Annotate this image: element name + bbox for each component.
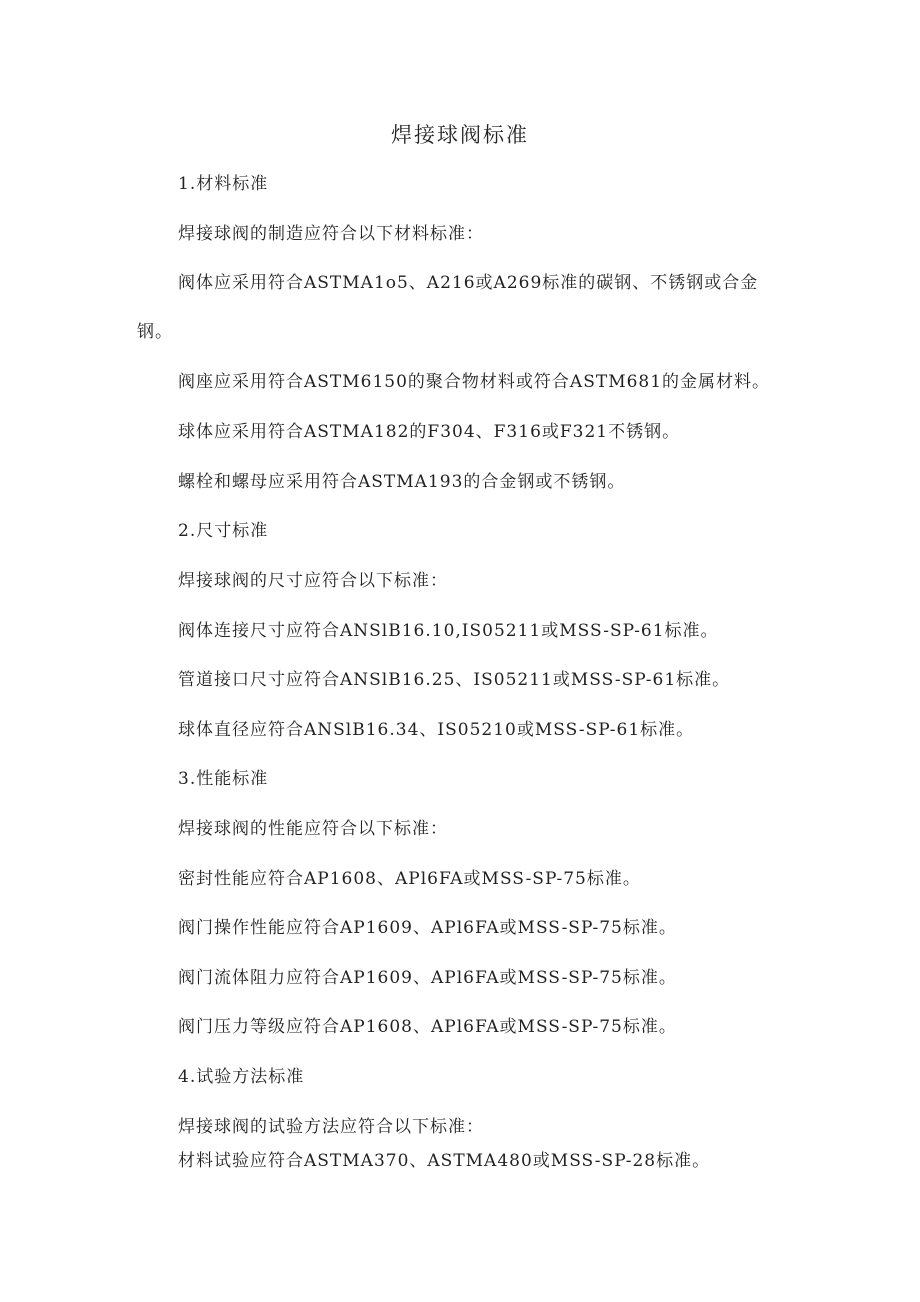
paragraph-line: 材料试验应符合ASTMA370、ASTMA480或MSS-SP-28标准。 [178, 1151, 711, 1171]
section-heading-performance: 3.性能标准 [178, 769, 269, 789]
paragraph-line: 球体直径应符合ANSlB16.34、IS05210或MSS-SP-61标准。 [178, 720, 695, 740]
section-heading-dimensions: 2.尺寸标准 [178, 521, 269, 541]
paragraph-line: 管道接口尺寸应符合ANSlB16.25、IS05211或MSS-SP-61标准。 [178, 670, 731, 690]
paragraph-line: 螺栓和螺母应采用符合ASTMA193的合金钢或不锈钢。 [178, 472, 626, 492]
paragraph-line: 密封性能应符合AP1608、APl6FA或MSS-SP-75标准。 [178, 869, 641, 889]
paragraph-line: 阀座应采用符合ASTM6150的聚合物材料或符合ASTM681的金属材料。 [178, 372, 771, 392]
paragraph-line-continuation: 钢。 [137, 322, 173, 342]
section-heading-materials: 1.材料标准 [178, 174, 269, 194]
paragraph-line: 焊接球阀的制造应符合以下材料标准： [178, 224, 484, 244]
document-title: 焊接球阀标准 [391, 123, 529, 147]
paragraph-line: 阀门流体阻力应符合AP1609、APl6FA或MSS-SP-75标准。 [178, 968, 677, 988]
paragraph-line: 球体应采用符合ASTMA182的F304、F316或F321不锈钢。 [178, 422, 681, 442]
paragraph-line: 焊接球阀的性能应符合以下标准： [178, 819, 448, 839]
paragraph-line: 阀门压力等级应符合AP1608、APl6FA或MSS-SP-75标准。 [178, 1017, 677, 1037]
paragraph-line: 阀门操作性能应符合AP1609、APl6FA或MSS-SP-75标准。 [178, 918, 677, 938]
paragraph-line: 阀体应采用符合ASTMA1o5、A216或A269标准的碳钢、不锈钢或合金 [178, 273, 759, 293]
paragraph-line: 焊接球阀的尺寸应符合以下标准： [178, 571, 448, 591]
paragraph-line: 阀体连接尺寸应符合ANSlB16.10,IS05211或MSS-SP-61标准。 [178, 621, 719, 641]
section-heading-test-methods: 4.试验方法标准 [178, 1067, 305, 1087]
paragraph-line: 焊接球阀的试验方法应符合以下标准： [178, 1117, 484, 1137]
